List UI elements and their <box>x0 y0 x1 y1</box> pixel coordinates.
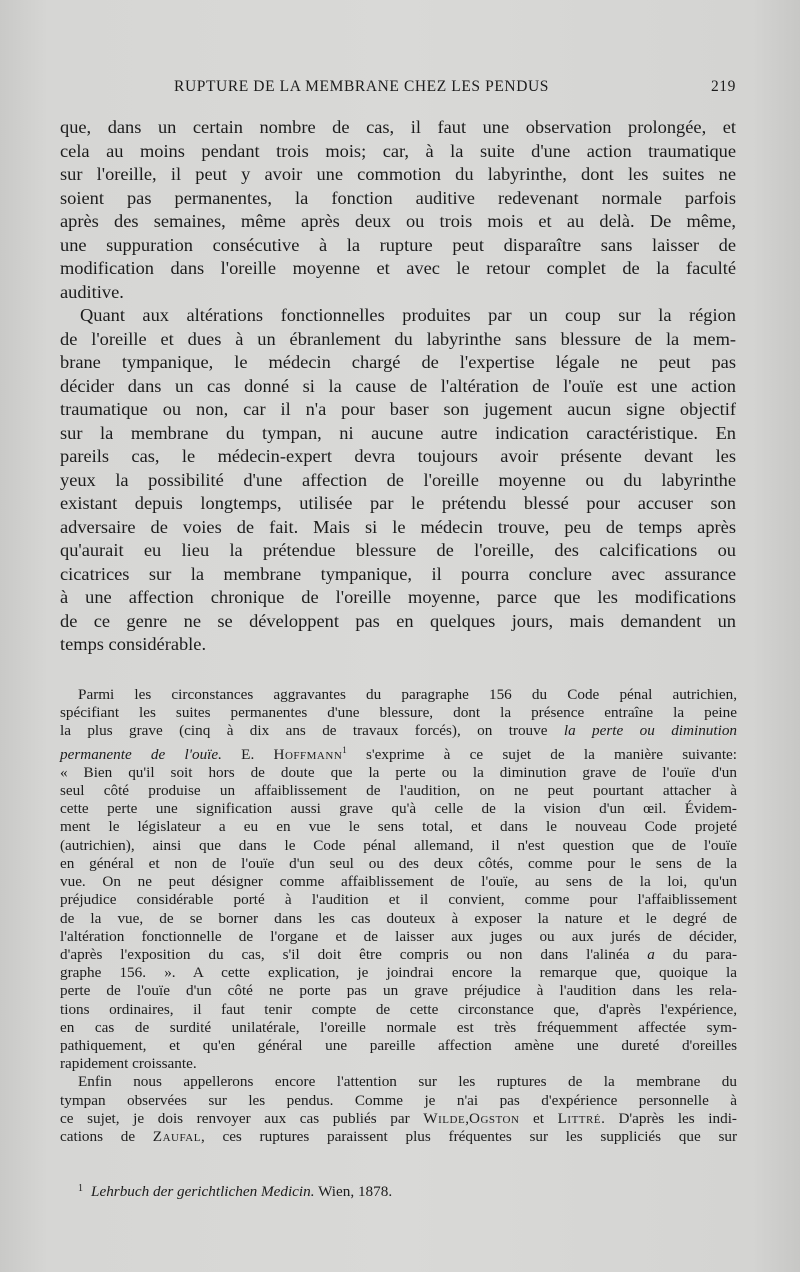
text-line: sur l'oreille, il peut y avoir une commotion du labyrinthe, dont les suites ne <box>60 164 736 184</box>
text-line: cette perte une signification aussi grave qu'à celle de la vision d'un œil. Évidem- <box>60 800 737 818</box>
text-line: temps considérable. <box>60 634 207 654</box>
page-number: 219 <box>710 78 736 95</box>
text-line: cations de Zaufal, ces ruptures paraissent plus fréquentes sur les suppliciés que sur <box>60 1127 738 1145</box>
footnote-number: 1 <box>78 1183 83 1194</box>
text-line: « Bien qu'il soit hors de doute que la perte ou la diminution grave de l'ouïe d'un <box>60 763 737 781</box>
text-line: seul côté produise un affaiblissement de l'audition, on ne peut pourtant attacher à <box>60 782 737 800</box>
text-line: vue. On ne peut désigner comme affaiblissement de l'ouïe, au sens de la loi, qu'un <box>60 873 737 891</box>
small-print-section <box>60 686 737 1146</box>
text-line: ment le législateur a eu en vue le sens total, et dans le nouveau Code projeté <box>60 818 737 836</box>
running-header <box>62 78 736 102</box>
footnote-book-title: Lehrbuch der gerichtlichen Medicin. <box>91 1183 315 1200</box>
text-line: tions ordinaires, il faut tenir compte de cette circonstance que, d'après l'expérience, <box>60 1000 737 1018</box>
text-line: tympan observées sur les pendus. Comme je n'ai pas d'expérience personnelle à <box>60 1091 737 1109</box>
text-line: spécifiant les suites permanentes d'une blessure, dont la présence entraîne la peine <box>60 704 737 722</box>
text-line: d'après l'exposition du cas, s'il doit être compris ou non dans l'alinéa a du para- <box>60 945 737 963</box>
text-line: (autrichien), ainsi que dans le Code pénal allemand, il n'est question que de l'ouïe <box>60 836 737 854</box>
text-line: Quant aux altérations fonctionnelles produites par un coup sur la région <box>80 305 736 325</box>
author-wilde: Wilde <box>423 1109 466 1127</box>
text-line: Parmi les circonstances aggravantes du paragraphe 156 du Code pénal autrichien, <box>78 686 737 703</box>
text-line: modification dans l'oreille moyenne et avec le retour complet de la faculté <box>60 258 736 278</box>
text-line: brane tympanique, le médecin chargé de l'expertise légale ne peut pas <box>60 352 736 372</box>
footnote <box>78 1183 392 1201</box>
author-littre: Littré <box>557 1109 602 1127</box>
text-line: perte de l'ouïe d'un côté ne porte pas un grave préjudice à l'audition dans les rela- <box>60 982 737 1000</box>
footnote-publication: Wien, 1878. <box>318 1183 393 1200</box>
text-line: existant depuis longtemps, utilisée par le prétendu blessé pour accuser son <box>60 493 736 513</box>
text-line: graphe 156. ». A cette explication, je joindrai encore la remarque que, quoique la <box>60 964 737 982</box>
text-line: Enfin nous appellerons encore l'attention sur les ruptures de la membrane du <box>78 1073 737 1091</box>
text-line: pareils cas, le médecin-expert devra toujours avoir présente devant les <box>60 446 736 466</box>
text-line: de la vue, de se borner dans les cas douteux à exposer la nature et le degré de <box>60 909 737 927</box>
text-line: yeux la possibilité d'une affection de l'oreille moyenne ou du labyrinthe <box>60 469 736 490</box>
author-hoffmann: Hoffmann <box>273 745 343 763</box>
text-line: permanente de l'ouïe. E. Hoffmann$^1$ s'exprime à ce sujet de la manière suivante: <box>60 744 738 763</box>
text-line: préjudice considérable porté à l'audition et il convient, comme pour l'affaiblissement <box>60 891 737 909</box>
main-text <box>60 116 736 657</box>
text-line: de ce genre ne se développent pas en quelques jours, mais demandent un <box>60 610 736 631</box>
text-line: en cas de surdité unilatérale, l'oreille normale est très fréquemment affectée sym- <box>60 1018 737 1036</box>
text-line: soient pas permanentes, la fonction auditive redevenant normale parfois <box>60 187 736 208</box>
footnote-marker: 1 <box>342 744 347 755</box>
text-line: ce sujet, je dois renvoyer aux cas publiés par Wilde,Ogston et Littré. D'après les indi- <box>60 1109 737 1127</box>
text-line: une suppuration consécutive à la rupture peut disparaître sans laisser de <box>60 234 736 255</box>
text-line: de l'oreille et dues à un ébranlement du labyrinthe sans blessure de la mem- <box>60 328 736 349</box>
text-line: que, dans un certain nombre de cas, il faut une observation prolongée, et <box>60 117 736 137</box>
text-line: après des semaines, même après deux ou trois mois et au delà. De même, <box>60 211 736 231</box>
text-line: rapidement croissante. <box>60 1055 197 1073</box>
text-line: auditive. <box>60 281 124 302</box>
text-line: traumatique ou non, car il n'a pour baser son jugement aucun signe objectif <box>60 399 736 419</box>
author-ogston: Ogston <box>468 1109 520 1127</box>
text-line: cicatrices sur la membrane tympanique, il pourra conclure avec assurance <box>60 563 736 584</box>
text-line: en général et non de l'ouïe d'un seul ou des deux côtés, comme pour le sens de la <box>60 854 737 872</box>
text-line: l'altération fonctionnelle de l'organe et de laisser aux juges ou aux jurés de décider, <box>60 927 737 945</box>
text-line: la plus grave (cinq à dix ans de travaux forcés), on trouve la perte ou diminution <box>60 722 738 740</box>
text-line: qu'aurait eu lieu la prétendue blessure de l'oreille, des calcifications ou <box>60 540 736 560</box>
running-title: RUPTURE DE LA MEMBRANE CHEZ LES PENDUS <box>174 78 550 95</box>
text-line: décider dans un cas donné si la cause de l'altération de l'ouïe est une action <box>60 375 736 396</box>
text-line: adversaire de voies de fait. Mais si le médecin trouve, peu de temps après <box>60 516 736 537</box>
text-line: cela au moins pendant trois mois; car, à la suite d'une action traumatique <box>60 140 736 161</box>
text-line: à une affection chronique de l'oreille moyenne, parce que les modifications <box>60 587 736 607</box>
author-zaufal: Zaufal <box>152 1127 201 1145</box>
text-line: pathiquement, et qu'en général une pareille affection amène une dureté d'oreilles <box>60 1036 737 1054</box>
text-line: sur la membrane du tympan, ni aucune autre indication caractéristique. En <box>60 422 736 443</box>
